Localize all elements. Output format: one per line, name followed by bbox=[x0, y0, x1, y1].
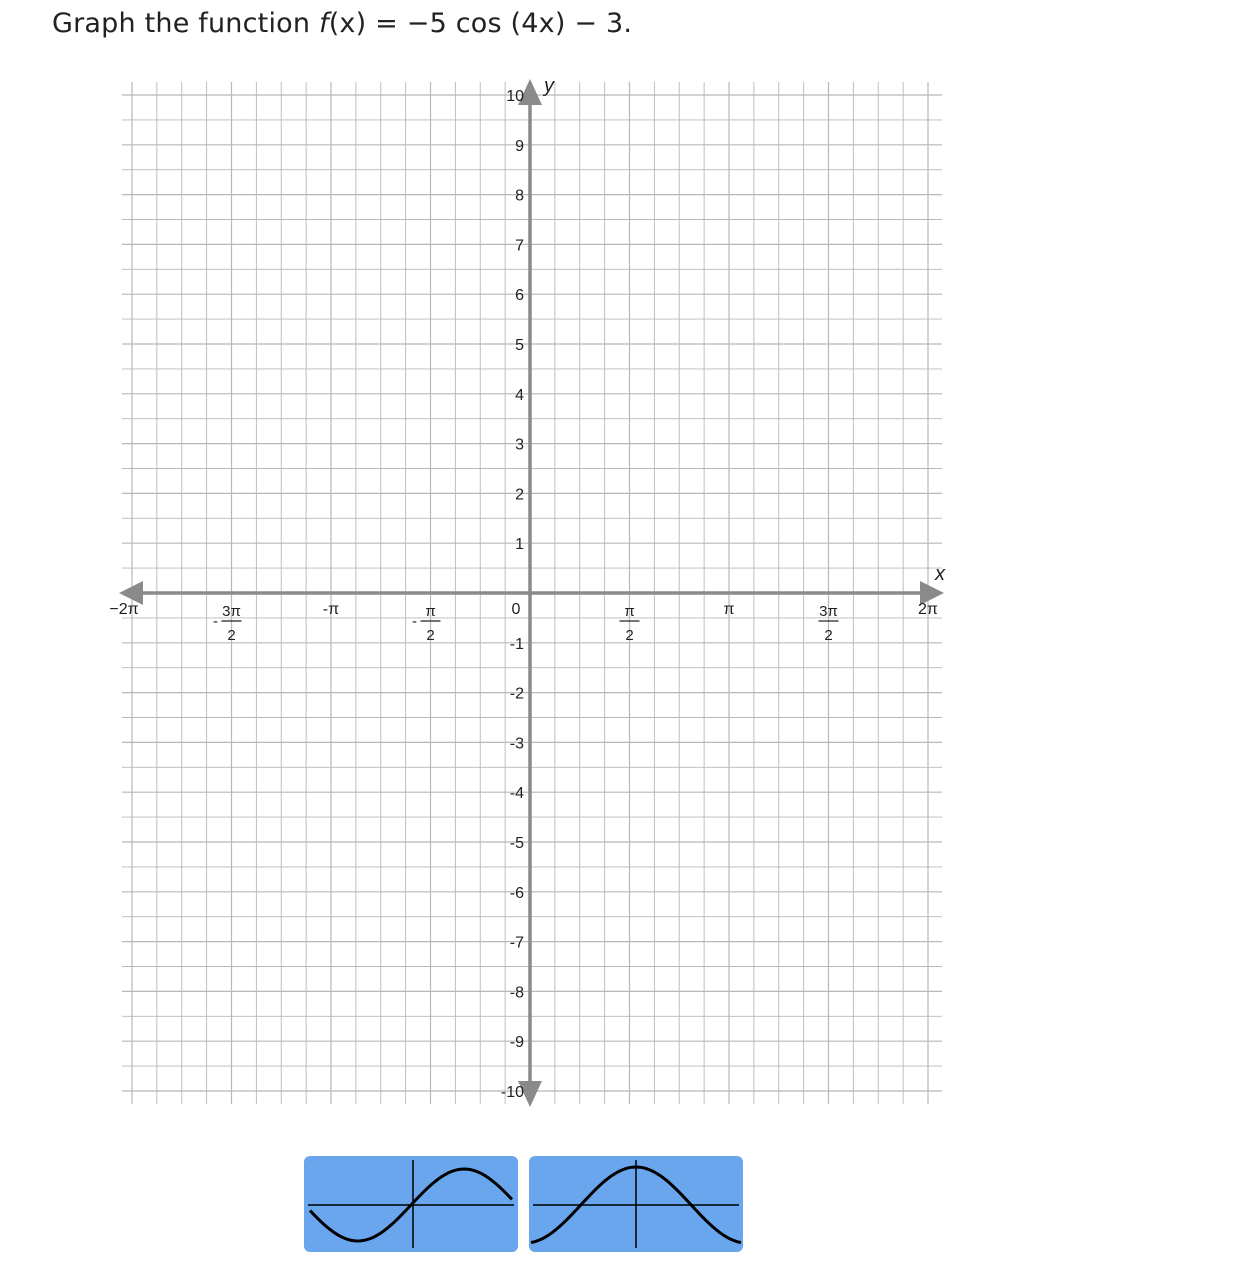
x-tick-label: π bbox=[723, 601, 735, 618]
y-tick-label: 9 bbox=[515, 137, 524, 155]
y-tick-label: -2 bbox=[509, 685, 524, 703]
x-axis-label: x bbox=[935, 563, 945, 585]
function-rhs: = −5 cos (4x) − 3. bbox=[366, 8, 633, 39]
y-tick-label: -10 bbox=[500, 1084, 524, 1101]
y-tick-label: 8 bbox=[515, 187, 524, 205]
x-tick-label: 2π bbox=[918, 601, 938, 618]
function-name: f bbox=[318, 8, 329, 39]
y-tick-label: 1 bbox=[515, 536, 524, 554]
sine-wave-icon bbox=[304, 1156, 518, 1252]
function-arg: (x) bbox=[328, 8, 367, 39]
cosine-tool-button[interactable] bbox=[529, 1156, 743, 1252]
fraction-denominator: 2 bbox=[625, 627, 634, 644]
y-tick-label: -1 bbox=[509, 635, 524, 653]
fraction-numerator: π bbox=[425, 603, 436, 620]
y-tick-label: -6 bbox=[509, 884, 524, 902]
fraction-numerator: 3π bbox=[819, 603, 838, 620]
y-tick-label: -8 bbox=[509, 984, 524, 1002]
y-tick-label: -3 bbox=[509, 735, 524, 753]
sine-tool-button[interactable] bbox=[304, 1156, 518, 1252]
y-tick-label: 6 bbox=[515, 287, 524, 305]
fraction-sign: - bbox=[411, 613, 417, 630]
y-tick-label: 3 bbox=[515, 436, 524, 454]
x-tick-label: 0 bbox=[511, 601, 521, 618]
y-axis-label: y bbox=[544, 75, 554, 97]
y-tick-label: 4 bbox=[515, 386, 524, 404]
cosine-wave-icon bbox=[529, 1156, 743, 1252]
axes bbox=[119, 75, 946, 1107]
prompt-lead: Graph the function bbox=[52, 8, 319, 39]
x-tick-label-fraction bbox=[213, 603, 242, 644]
y-tick-label: 10 bbox=[506, 88, 524, 105]
fraction-numerator: π bbox=[624, 603, 635, 620]
fraction-denominator: 2 bbox=[426, 627, 435, 644]
y-tick-label: -9 bbox=[509, 1034, 524, 1052]
fraction-denominator: 2 bbox=[227, 627, 236, 644]
y-tick-label: -7 bbox=[509, 934, 524, 952]
y-tick-label: 2 bbox=[515, 486, 524, 504]
y-tick-label: -4 bbox=[509, 785, 524, 803]
fraction-sign: - bbox=[212, 613, 218, 630]
fraction-denominator: 2 bbox=[824, 627, 833, 644]
y-tick-label: 5 bbox=[515, 337, 524, 354]
fraction-numerator: 3π bbox=[222, 603, 241, 620]
x-tick-label: −2π bbox=[109, 601, 139, 618]
y-tick-label: 7 bbox=[515, 237, 524, 255]
x-tick-label: -π bbox=[322, 601, 340, 618]
x-tick-label-fraction bbox=[412, 603, 441, 644]
y-tick-label: -5 bbox=[509, 835, 524, 852]
